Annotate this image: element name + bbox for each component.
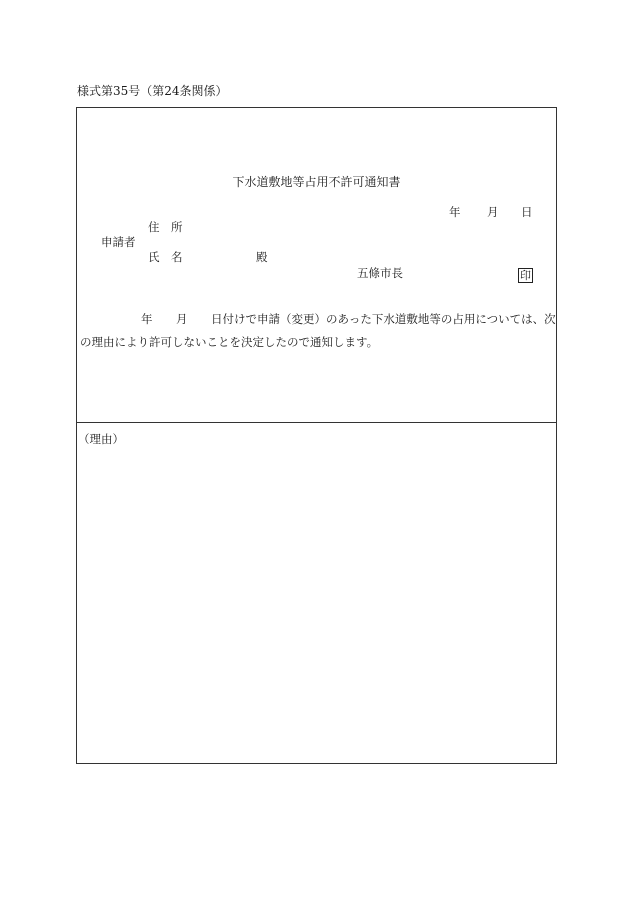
seal-mark-container	[518, 266, 533, 283]
date-day-label: 日	[521, 205, 533, 219]
document-title: 下水道敷地等占用不許可通知書	[232, 175, 401, 189]
applicant-label: 申請者	[101, 235, 136, 249]
issuer-title: 五條市長	[357, 266, 403, 280]
form-number-header: 様式第35号（第24条関係）	[77, 84, 228, 98]
body-text-line1: 日付けで申請（変更）のあった下水道敷地等の占用については、次	[211, 312, 556, 326]
date-month-label: 月	[487, 205, 499, 219]
applicant-name-label: 氏 名	[148, 250, 183, 264]
date-year-label: 年	[449, 205, 461, 219]
body-text-line2: の理由により許可しないことを決定したので通知します。	[80, 335, 379, 349]
honorific-label: 殿	[256, 250, 268, 264]
applicant-address-label: 住 所	[148, 220, 183, 234]
section-divider	[77, 422, 556, 423]
body-month-label: 月	[176, 312, 188, 326]
body-year-label: 年	[141, 312, 153, 326]
seal-mark: 印	[520, 269, 531, 282]
reason-label: （理由）	[78, 432, 124, 446]
notice-form-frame	[76, 107, 557, 764]
